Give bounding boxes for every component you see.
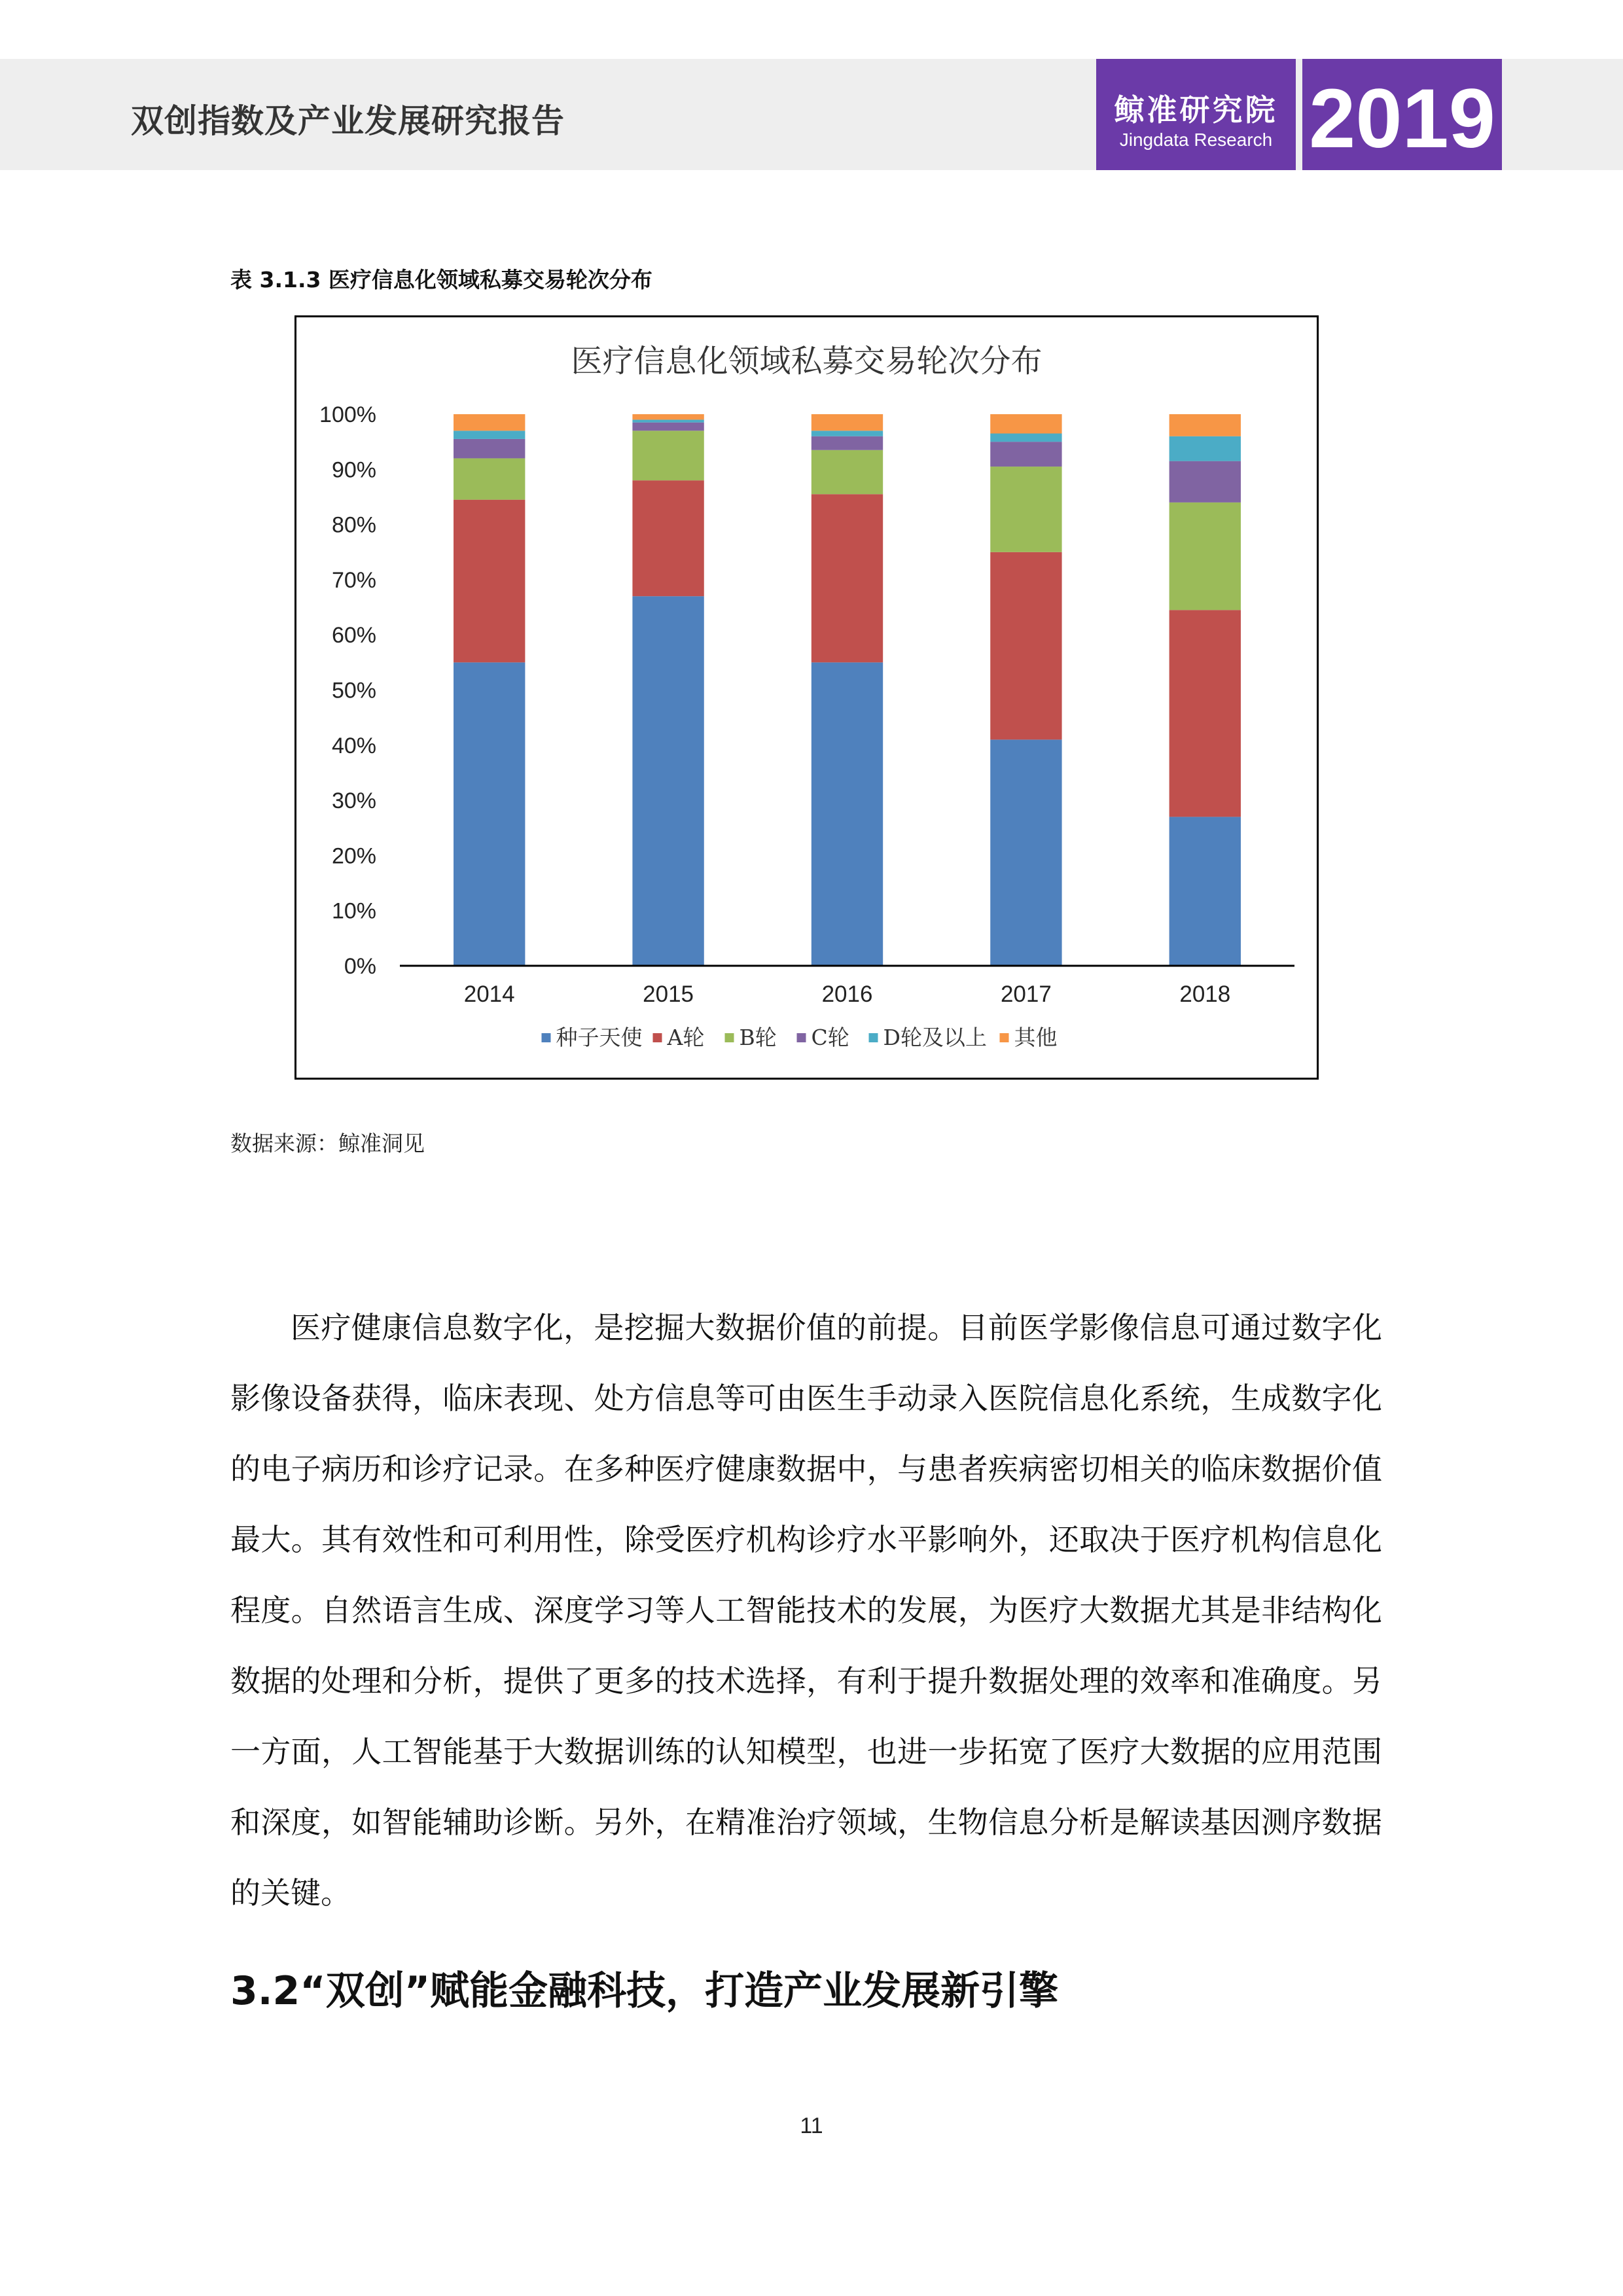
y-tick-label: 80%	[331, 512, 376, 538]
bar-segment	[812, 494, 883, 662]
figure-caption: 表 3.1.3 医疗信息化领域私募交易轮次分布	[230, 267, 652, 292]
chart-title: 医疗信息化领域私募交易轮次分布	[571, 343, 1043, 380]
bar-segment	[812, 450, 883, 494]
legend-label: A轮	[667, 1025, 705, 1050]
legend-swatch	[725, 1033, 734, 1042]
brand-logo	[1096, 59, 1296, 170]
x-tick-label: 2017	[1000, 981, 1052, 1007]
y-tick-label: 20%	[331, 843, 376, 869]
page-number: 11	[800, 2113, 823, 2138]
legend-label: C轮	[811, 1025, 849, 1050]
bar-segment	[454, 439, 525, 459]
bar-segment	[990, 414, 1061, 434]
legend-label: D轮及以上	[883, 1025, 987, 1050]
legend-swatch	[797, 1033, 806, 1042]
y-tick-label: 10%	[331, 898, 376, 924]
bar-segment	[1169, 817, 1241, 966]
bar-segment	[454, 662, 525, 966]
y-tick-label: 60%	[331, 623, 376, 648]
body-paragraph: 医疗健康信息数字化，是挖掘大数据价值的前提。目前医学影像信息可通过数字化影像设备获得，临床表现、处方信息等可由医生手动录入医院信息化系统，生成数字化的电子病历和诊疗记录。在多种医疗健康数据中，与患者疾病密切相关的临床数据价值最大。其有效性和可利用性，除受医疗机构诊疗水平影响外，还取决于医疗机构信息化程度。自然语言生成、深度学习等人工智能技术的发展，为医疗大数据尤其是非结构化数据的处理和分析，提供了更多的技术选择，有利于提升数据处理的效率和准确度。另一方面，人工智能基于大数据训练的认知模型，也进一步拓宽了医疗大数据的应用范围和深度，如智能辅助诊断。另外，在精准治疗领域，生物信息分析是解读基因测序数据的关键。	[230, 1310, 1382, 1911]
bar-segment	[632, 596, 704, 966]
bar-segment	[990, 434, 1061, 442]
legend-swatch	[869, 1033, 878, 1042]
x-tick-label: 2018	[1179, 981, 1231, 1007]
x-tick-label: 2015	[643, 981, 694, 1007]
y-tick-label: 50%	[331, 678, 376, 703]
section-heading: 3.2“双创”赋能金融科技，打造产业发展新引擎	[230, 1968, 1059, 2014]
legend-swatch	[653, 1033, 662, 1042]
bar-segment	[632, 414, 704, 419]
bar-segment	[812, 662, 883, 966]
chart-frame	[294, 315, 1319, 1080]
bar-segment	[812, 436, 883, 450]
year-text: 2019	[1309, 72, 1495, 166]
bar-segment	[632, 480, 704, 596]
source-note: 数据来源：鲸准洞见	[230, 1131, 425, 1156]
legend-swatch	[542, 1033, 551, 1042]
bar-segment	[990, 552, 1061, 740]
bar-segment	[454, 414, 525, 431]
bar-segment	[812, 414, 883, 431]
y-tick-label: 70%	[331, 567, 376, 593]
bar-segment	[454, 500, 525, 663]
brand-name-cn: 鲸准研究院	[1114, 92, 1278, 128]
legend-label: B轮	[739, 1025, 777, 1050]
bar-segment	[454, 458, 525, 499]
bar-segment	[812, 431, 883, 436]
stacked-bar-chart	[296, 317, 1317, 1078]
bar-segment	[990, 739, 1061, 966]
x-tick-label: 2016	[821, 981, 873, 1007]
bar-segment	[990, 467, 1061, 552]
legend-swatch	[1000, 1033, 1009, 1042]
bar-segment	[632, 423, 704, 431]
x-tick-label: 2014	[463, 981, 515, 1007]
y-tick-label: 0%	[344, 954, 376, 979]
bar-segment	[454, 431, 525, 439]
bar-segment	[990, 442, 1061, 467]
y-tick-label: 30%	[331, 788, 376, 814]
y-tick-label: 40%	[331, 733, 376, 758]
bar-segment	[1169, 436, 1241, 461]
y-tick-label: 90%	[331, 457, 376, 483]
bar-segment	[1169, 414, 1241, 436]
y-tick-label: 100%	[319, 402, 376, 427]
brand-name-en: Jingdata Research	[1119, 130, 1273, 150]
legend-label: 种子天使	[556, 1025, 643, 1050]
bar-segment	[1169, 461, 1241, 503]
report-title: 双创指数及产业发展研究报告	[131, 102, 565, 140]
bar-segment	[1169, 503, 1241, 610]
legend-label: 其他	[1014, 1025, 1058, 1050]
year-badge	[1302, 59, 1502, 170]
bar-segment	[632, 419, 704, 422]
bar-segment	[632, 431, 704, 480]
bar-segment	[1169, 610, 1241, 817]
